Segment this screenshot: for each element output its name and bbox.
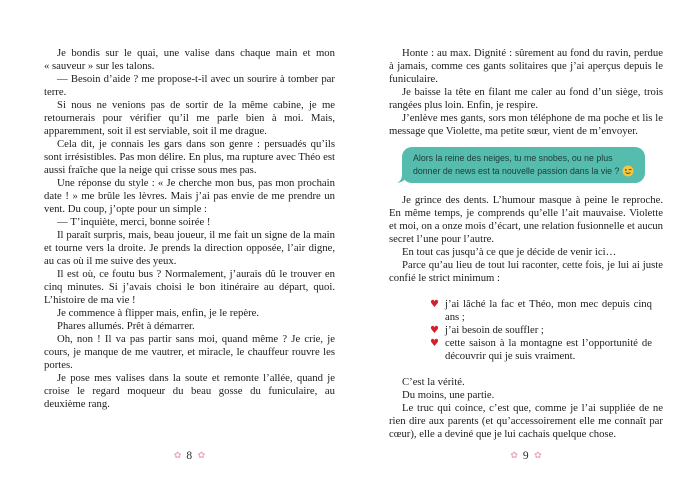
paragraph: Je pose mes valises dans la soute et remonte l’allée, quand je croise le regard moqueur du beau gosse du funiculaire, au deuxième rang.	[44, 372, 335, 410]
page-number-right: 9	[522, 450, 530, 462]
paragraph: Du moins, une partie.	[402, 389, 495, 401]
page-right	[389, 47, 663, 441]
sms-line-2: donner de news est ta nouvelle passion dans la vie ?	[413, 165, 634, 178]
flower-ornament-icon: ✿	[510, 451, 518, 461]
flower-ornament-icon: ✿	[534, 451, 542, 461]
page-right-text-top	[389, 47, 663, 138]
flower-ornament-icon: ✿	[197, 451, 206, 461]
heart-item-text: cette saison à la montagne est l’opportunité de découvrir qui je suis vraiment.	[444, 337, 652, 362]
page-left-footer	[44, 450, 335, 462]
heart-bullet-list	[430, 298, 652, 363]
page-left-text	[44, 47, 335, 411]
paragraph: Cela dit, je connais les gars dans son genre : persuadés qu’ils sont irrésistibles. Pas mon délire. En plus, ma rupture avec Théo est aussi fraîche que la neige qui crisse sous mes pas.	[44, 138, 335, 176]
paragraph: Le truc qui coince, c’est que, comme je l’ai suppliée de ne rien dire aux parents (et qu’accessoirement elle me connaît par cœur), elle a deviné que je lui cachais quelque chose.	[389, 402, 663, 440]
heart-list-item	[430, 324, 652, 337]
paragraph: Phares allumés. Prêt à démarrer.	[57, 320, 195, 332]
paragraph: C’est la vérité.	[402, 376, 465, 388]
paragraph: Je grince des dents. L’humour masque à peine le reproche. En même temps, je comprends qu’elle l’ait mauvaise. Violette et moi, on a onze mois d’écart, une relation fusionnelle et aucun secret l’une pour l’autre.	[389, 194, 663, 245]
page-right-text-end	[389, 376, 663, 441]
paragraph: — T’inquiète, merci, bonne soirée !	[57, 216, 211, 228]
page-right-footer	[389, 450, 663, 462]
paragraph: Une réponse du style : « Je cherche mon bus, pas mon prochain date ! » me brûle les lèvres. Mais j’ai pas envie de me prendre un vent. Du coup, j’opte pour un simple :	[44, 177, 335, 215]
page-right-text-mid	[389, 194, 663, 285]
heart-icon: ♥	[430, 338, 439, 349]
page-left	[44, 47, 335, 411]
paragraph: Oh, non ! Il va pas partir sans moi, quand même ? Je crie, je cours, je manque de me vautrer, et miracle, le chauffeur rouvre les portes.	[44, 333, 335, 371]
paragraph: Je bondis sur le quai, une valise dans chaque main et mon « sauveur » sur les talons.	[44, 47, 335, 72]
paragraph: — Besoin d’aide ? me propose-t-il avec un sourire à tomber par terre.	[44, 73, 335, 98]
heart-list-item	[430, 298, 652, 324]
paragraph: En tout cas jusqu’à ce que je décide de venir ici…	[402, 246, 617, 258]
paragraph: Honte : au max. Dignité : sûrement au fond du ravin, perdue à jamais, comme ces gants solitaires que j’ai aperçus depuis le funiculaire.	[389, 47, 663, 85]
paragraph: Parce qu’au lieu de tout lui raconter, cette fois, je lui ai juste confié le strict minimum :	[389, 259, 663, 284]
paragraph: Je commence à flipper mais, enfin, je le repère.	[57, 307, 260, 319]
heart-icon: ♥	[430, 325, 439, 336]
paragraph: J’enlève mes gants, sors mon téléphone de ma poche et lis le message que Violette, ma petite sœur, vient de m’envoyer.	[389, 112, 663, 137]
sms-message-row	[402, 147, 663, 183]
paragraph: Je baisse la tête en filant me caler au fond d’un siège, trois rangées plus loin. Enfin, je respire.	[389, 86, 663, 111]
blank-line	[389, 285, 663, 298]
heart-list-item	[430, 337, 652, 363]
wink-emoji-icon	[622, 165, 634, 177]
page-number-left: 8	[186, 450, 193, 462]
paragraph: Il est où, ce foutu bus ? Normalement, j’aurais dû le trouver en cinq minutes. Si j’avais choisi le bon itinéraire au départ, quoi. L’histoire de ma vie !	[44, 268, 335, 306]
blank-line	[389, 363, 663, 376]
paragraph: Si nous ne venions pas de sortir de la même cabine, je me retournerais pour vérifier qu’il me parle bien à moi. Mais, apparemment, soit il est serviable, soit il me drague.	[44, 99, 335, 137]
sms-line-1: Alors la reine des neiges, tu me snobes, ou ne plus	[413, 153, 613, 163]
sms-bubble	[402, 147, 645, 183]
paragraph: Il paraît surpris, mais, beau joueur, il me fait un signe de la main et tourne vers la droite. Je prends la direction opposée, l’air digne, au cas où il me suive des yeux.	[44, 229, 335, 267]
flower-ornament-icon: ✿	[173, 451, 182, 461]
heart-item-text: j’ai lâché la fac et Théo, mon mec depuis cinq ans ;	[444, 298, 652, 323]
heart-icon: ♥	[430, 299, 439, 310]
heart-item-text: j’ai besoin de souffler ;	[444, 324, 544, 336]
